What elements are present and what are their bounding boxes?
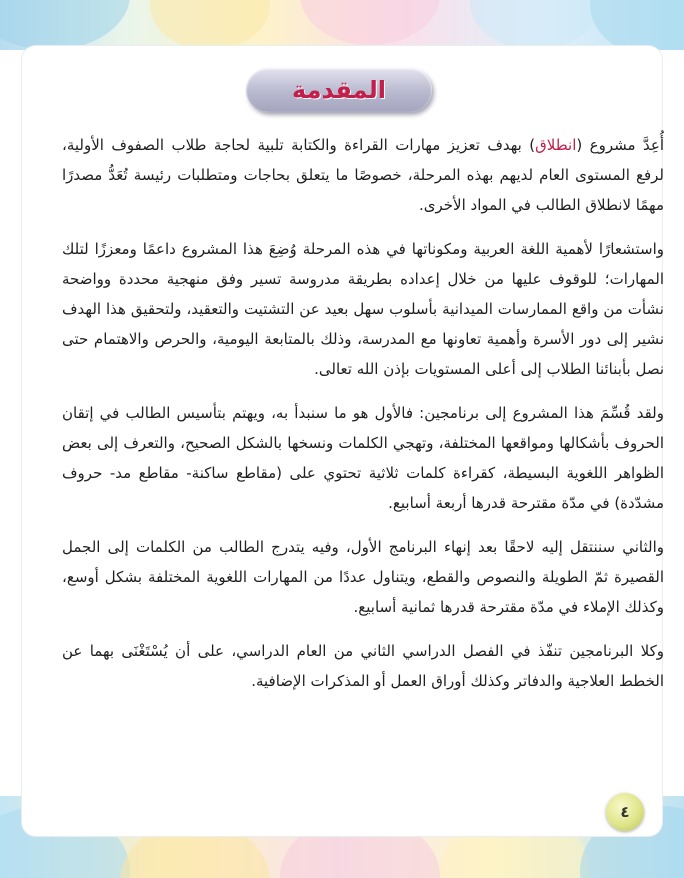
project-name-highlight: انطلاق [535,136,577,154]
decor-circle [590,0,684,50]
paragraph-1 [62,130,664,220]
paragraph-4: والثاني سننتقل إليه لاحقًا بعد إنهاء البرنامج الأول، وفيه يتدرج الطالب من الكلمات إلى الجمل القصيرة ثمّ الطويلة والنصوص والقطع، ويتناول عددًا من المهارات اللغوية المختلفة بشكل أوسع، وكذلك الإملاء في مدّة مقترحة قدرها ثمانية أسابيع. [62,538,664,616]
decor-circle [470,0,600,50]
page-title: المقدمة [292,76,386,104]
paragraph-5: وكلا البرنامجين تنفّذ في الفصل الدراسي الثاني من العام الدراسي، على أن يُسْتَغْنَى بهما عن الخطط العلاجية والدفاتر وكذلك أوراق العمل أو المذكرات الإضافية. [62,642,664,690]
top-decorative-band [0,0,684,50]
paragraph-1-start: أُعِدَّ مشروع ( [576,136,664,154]
paragraph-3: ولقد قُسِّمَ هذا المشروع إلى برنامجين: فالأول هو ما سنبدأ به، ويهتم بتأسيس الطالب في إتقان الحروف بأشكالها ومواقعها المختلفة، وتهجي الكلمات ونسخها بالشكل الصحيح، والتعرف إلى بعض الظواهر اللغوية البسيطة، كقراءة كلمات ثلاثية تحتوي على (مقاطع ساكنة- مقاطع مد- حروف مشدّدة) في مدّة مقترحة قدرها أربعة أسابيع. [62,404,664,512]
paragraph-2: واستشعارًا لأهمية اللغة العربية ومكوناتها في هذه المرحلة وُضِعَ هذا المشروع داعمًا ومعززًا لتلك المهارات؛ للوقوف عليها من خلال إعداده بطريقة مدروسة تسير وفق منهجية محددة وواضحة نشأت من واقع الممارسات الميدانية بأسلوب سهل بعيد عن التشتيت والتعقيد، ولتحقيق هذا الهدف نشير إلى دور الأسرة وأهمية تعاونها مع المدرسة، وذلك بالمتابعة اليومية، والحرص والاهتمام حتى نصل بأبنائنا الطلاب إلى أعلى المستويات بإذن الله تعالى. [62,240,664,378]
title-banner [246,68,432,112]
page-number: ٤ [620,803,630,821]
decor-circle [150,0,270,50]
paragraph-1-rest: ) بهدف تعزيز مهارات القراءة والكتابة تلبية لحاجة طلاب الصفوف الأولية، لرفع المستوى العام لديهم بهذه المرحلة، خصوصًا ما يتعلق بحاجات ومتطلبات رئيسة تُعَدُّ مصدرًا مهمًا لانطلاق الطالب في المواد الأخرى. [62,136,664,214]
decor-circle [0,0,130,50]
page-number-badge [606,793,644,831]
decor-circle [300,0,440,45]
intro-text-body [62,130,664,710]
